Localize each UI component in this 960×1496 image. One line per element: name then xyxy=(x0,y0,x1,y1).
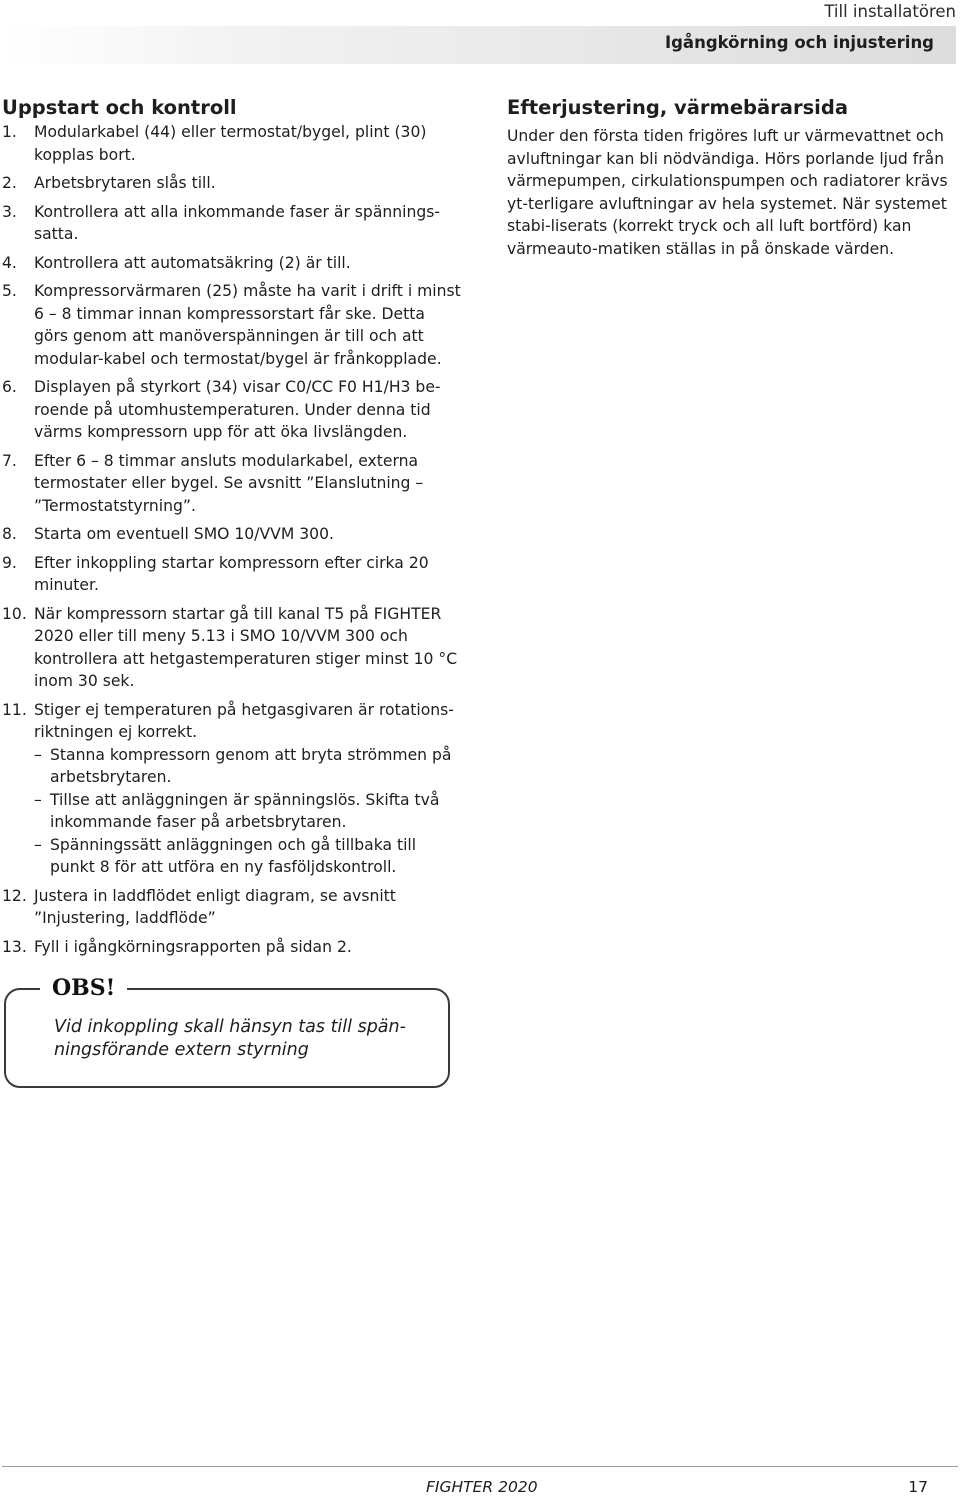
page-number: 17 xyxy=(908,1478,928,1496)
step-text: Kompressorvärmaren (25) måste ha varit i drift i minst 6 – 8 timmar innan kompressorstart får ske. Detta görs genom att manöverspänningen är till och att modular-kabel och termostat/bygel är frånkopplade. xyxy=(34,282,461,368)
list-item xyxy=(2,523,462,546)
sub-item-text: Spänningssätt anläggningen och gå tillbaka till punkt 8 för att utföra en ny fasföljdskontroll. xyxy=(50,835,417,876)
dash-bullet: – xyxy=(34,835,42,854)
startup-steps-list xyxy=(2,121,462,958)
step-number: 13. xyxy=(2,937,27,956)
step-text: Arbetsbrytaren slås till. xyxy=(34,174,216,192)
page-title: Igångkörning och injustering xyxy=(664,33,934,52)
step-text: Stiger ej temperaturen på hetgasgivaren är rotations-riktningen ej korrekt. xyxy=(34,700,454,741)
step-number: 7. xyxy=(2,451,17,470)
list-item xyxy=(2,172,462,195)
list-item xyxy=(2,201,462,246)
step-text: Fyll i igångkörningsrapporten på sidan 2. xyxy=(34,937,352,956)
step-text: Modularkabel (44) eller termostat/bygel, plint (30) kopplas bort. xyxy=(34,123,427,164)
list-item xyxy=(2,252,462,275)
list-item xyxy=(2,885,462,930)
sub-item-text: Stanna kompressorn genom att bryta strömmen på arbetsbrytaren. xyxy=(50,745,452,786)
list-item xyxy=(2,603,462,693)
adjustment-section xyxy=(507,96,952,260)
dash-bullet: – xyxy=(34,745,42,764)
adjustment-heading: Efterjustering, värmebärarsida xyxy=(507,96,848,119)
step-text: Kontrollera att alla inkommande faser är spännings-satta. xyxy=(34,202,441,243)
step-number: 3. xyxy=(2,202,17,221)
step-number: 4. xyxy=(2,253,17,272)
step-text: När kompressorn startar gå till kanal T5 på FIGHTER 2020 eller till meny 5.13 i SMO 10/VVM 300 och kontrollera att hetgastemperaturen stiger minst 10 °C inom 30 sek. xyxy=(34,604,458,690)
step-text: Displayen på styrkort (34) visar C0/CC F0 H1/H3 be-roende på utomhustemperaturen. Under denna tid värms kompressorn upp för att öka livslängden. xyxy=(34,378,441,441)
sub-list-item xyxy=(34,834,462,879)
step-number: 2. xyxy=(2,174,17,192)
notice-label: OBS! xyxy=(40,974,127,1002)
notice-box xyxy=(4,975,450,1088)
dash-bullet: – xyxy=(34,790,42,809)
step-number: 12. xyxy=(2,886,27,905)
step-number: 6. xyxy=(2,378,17,396)
footer-product-name: FIGHTER 2020 xyxy=(426,1478,538,1496)
step-number: 9. xyxy=(2,553,17,572)
list-item xyxy=(2,450,462,518)
sub-item-text: Tillse att anläggningen är spänningslös. Skifta två inkommande faser på arbetsbrytaren. xyxy=(50,790,440,831)
startup-heading: Uppstart och kontroll xyxy=(2,96,237,119)
list-item xyxy=(2,936,462,959)
startup-section xyxy=(2,96,462,964)
header-bar xyxy=(2,26,956,64)
step-text: Starta om eventuell SMO 10/VVM 300. xyxy=(34,525,334,543)
list-item xyxy=(2,552,462,597)
header-section-label: Till installatören xyxy=(824,2,956,21)
step-text: Efter inkoppling startar kompressorn efter cirka 20 minuter. xyxy=(34,553,429,594)
step-number: 5. xyxy=(2,282,17,300)
list-item xyxy=(2,376,462,444)
adjustment-body: Under den första tiden frigöres luft ur värmevattnet och avluftningar kan bli nödvändiga. Hörs porlande ljud från värmepumpen, cirkulationspumpen och radiatorer krävs yt-terligare avluftningar av hela systemet. När systemet stabi-liserats (korrekt tryck och all luft bortförd) kan värmeauto-matiken ställas in på önskade värden. xyxy=(507,127,948,258)
step-number: 1. xyxy=(2,123,17,141)
step-number: 11. xyxy=(2,700,27,719)
notice-text: Vid inkoppling skall hänsyn tas till spän-ningsförande extern styrning xyxy=(54,1017,406,1060)
sub-list-item xyxy=(34,744,462,789)
step-number: 10. xyxy=(2,604,27,623)
step-text: Justera in laddflödet enligt diagram, se avsnitt ”Injustering, laddflöde” xyxy=(34,886,396,927)
list-item xyxy=(2,280,462,370)
step-text: Efter 6 – 8 timmar ansluts modularkabel, externa termostater eller bygel. Se avsnitt ”Elanslutning – ”Termostatstyrning”. xyxy=(34,451,424,515)
step-number: 8. xyxy=(2,525,17,543)
list-item xyxy=(2,121,462,166)
step-11-sublist xyxy=(34,744,462,879)
sub-list-item xyxy=(34,789,462,834)
step-text: Kontrollera att automatsäkring (2) är till. xyxy=(34,253,351,272)
footer-divider xyxy=(2,1466,958,1467)
list-item xyxy=(2,699,462,879)
